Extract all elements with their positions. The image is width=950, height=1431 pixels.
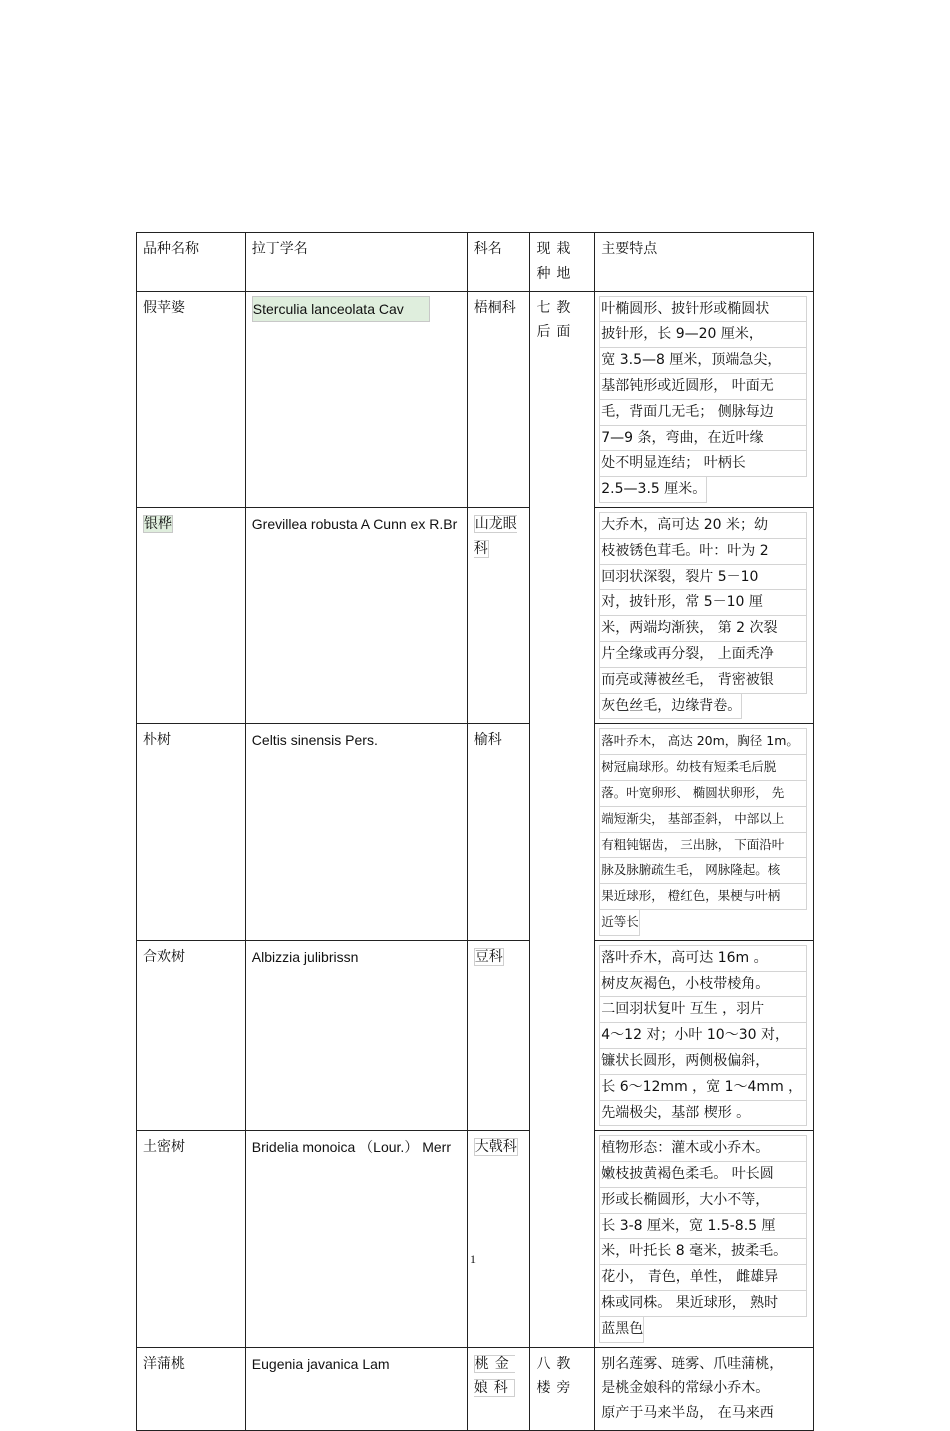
latin-name: Bridelia monoica （Lour.） Merr: [245, 1131, 467, 1347]
latin-name: Celtis sinensis Pers.: [245, 724, 467, 940]
feature-line: 米，两端均渐狭， 第 2 次裂: [599, 616, 807, 642]
feature-line: 基部钝形或近圆形， 叶面无: [599, 374, 807, 400]
feature-line: 而亮或薄被丝毛， 背密被银: [599, 668, 807, 694]
feature-line: 7—9 条，弯曲，在近叶缘: [599, 426, 807, 452]
table-header-row: [137, 233, 814, 292]
features-cell: [595, 1131, 814, 1347]
feature-line: 叶椭圆形、披针形或椭圆状: [599, 296, 807, 323]
feature-line: 株或同株。 果近球形， 熟时: [599, 1291, 807, 1317]
feature-line: 长 3-8 厘米，宽 1.5-8.5 厘: [599, 1214, 807, 1240]
header-name: 品种名称: [137, 233, 246, 292]
family-name: 榆科: [467, 724, 530, 940]
family-name: 山龙眼科: [467, 507, 530, 723]
location-cell: 七教后面: [530, 291, 595, 1347]
feature-line: 宽 3.5—8 厘米，顶端急尖，: [599, 348, 807, 374]
latin-name: Albizzia julibrissn: [245, 940, 467, 1131]
header-latin: 拉丁学名: [245, 233, 467, 292]
header-features: 主要特点: [595, 233, 814, 292]
feature-line: 镰状长圆形，两侧极偏斜，: [599, 1049, 807, 1075]
feature-line: 果近球形， 橙红色，果梗与叶柄: [599, 884, 807, 910]
feature-line: 米，叶托长 8 毫米，披柔毛。: [599, 1239, 807, 1265]
feature-line: 回羽状深裂，裂片 5－10: [599, 565, 807, 591]
features-cell: [595, 507, 814, 723]
feature-line: 毛，背面几无毛； 侧脉每边: [599, 400, 807, 426]
plant-name: 土密树: [137, 1131, 246, 1347]
feature-line: 枝被锈色茸毛。叶：叶为 2: [599, 539, 807, 565]
features-cell: [595, 291, 814, 507]
feature-line: 2.5—3.5 厘米。: [599, 477, 707, 503]
feature-line: 先端极尖，基部 楔形 。: [599, 1101, 807, 1127]
feature-line: 落叶乔木， 高达 20m，胸径 1m。: [599, 728, 807, 755]
plant-name: 洋蒲桃: [137, 1347, 246, 1430]
plant-name: 银桦: [137, 507, 246, 723]
feature-line: 树冠扁球形。幼枝有短柔毛后脱: [599, 755, 807, 781]
feature-line: 端短渐尖， 基部歪斜， 中部以上: [599, 807, 807, 833]
feature-line: 脉及脉腑疏生毛， 网脉隆起。核: [599, 858, 807, 884]
feature-line: 披针形，长 9—20 厘米，: [599, 322, 807, 348]
header-location: 现栽种地: [530, 233, 595, 292]
feature-line: 别名莲雾、琏雾、爪哇蒲桃，: [601, 1355, 784, 1372]
feature-line: 是桃金娘科的常绿小乔木。: [601, 1380, 770, 1397]
feature-line: 大乔木，高可达 20 米；幼: [599, 512, 807, 539]
latin-name: Eugenia javanica Lam: [245, 1347, 467, 1430]
feature-line: 落叶乔木，高可达 16m 。: [599, 945, 807, 972]
latin-name: Sterculia lanceolata Cav: [245, 291, 467, 507]
plant-name: 假苹婆: [137, 291, 246, 507]
feature-line: 花小， 青色，单性， 雌雄异: [599, 1265, 807, 1291]
table-row: [137, 507, 814, 723]
header-family: 科名: [467, 233, 530, 292]
feature-line: 原产于马来半岛， 在马来西: [601, 1405, 774, 1422]
feature-line: 落。叶宽卵形、 椭圆状卵形， 先: [599, 781, 807, 807]
feature-line: 灰色丝毛，边缘背卷。: [599, 694, 742, 720]
features-cell: [595, 940, 814, 1131]
table-row: [137, 940, 814, 1131]
feature-line: 有粗钝锯齿， 三出脉， 下面沿叶: [599, 833, 807, 859]
feature-line: 4～12 对；小叶 10～30 对，: [599, 1023, 807, 1049]
feature-line: 处不明显连结； 叶柄长: [599, 451, 807, 477]
feature-line: 片全缘或再分裂， 上面秃净: [599, 642, 807, 668]
feature-line: 对，披针形，常 5－10 厘: [599, 590, 807, 616]
family-name: 桃金娘科: [467, 1347, 530, 1430]
family-name: 豆科: [467, 940, 530, 1131]
plant-name: 朴树: [137, 724, 246, 940]
features-cell: [595, 724, 814, 940]
feature-line: 蓝黑色: [599, 1317, 644, 1343]
feature-line: 长 6～12mm ，宽 1～4mm ，: [599, 1075, 807, 1101]
table-row: [137, 1347, 814, 1430]
table-row: [137, 1131, 814, 1347]
page-number: 1: [470, 1252, 476, 1266]
features-cell: [595, 1347, 814, 1430]
feature-line: 形或长椭圆形，大小不等，: [599, 1188, 807, 1214]
location-cell: 八教楼旁: [530, 1347, 595, 1430]
plant-name: 合欢树: [137, 940, 246, 1131]
table-row: [137, 724, 814, 940]
feature-line: 二回羽状复叶 互生 ，羽片: [599, 997, 807, 1023]
feature-line: 树皮灰褐色，小枝带棱角。: [599, 972, 807, 998]
feature-line: 嫩枝披黄褐色柔毛。 叶长圆: [599, 1162, 807, 1188]
table-row: [137, 291, 814, 507]
feature-line: 近等长: [599, 910, 640, 936]
feature-line: 植物形态：灌木或小乔木。: [599, 1135, 807, 1162]
family-name: 大戟科: [467, 1131, 530, 1347]
family-name: 梧桐科: [467, 291, 530, 507]
latin-name: Grevillea robusta A Cunn ex R.Br: [245, 507, 467, 723]
